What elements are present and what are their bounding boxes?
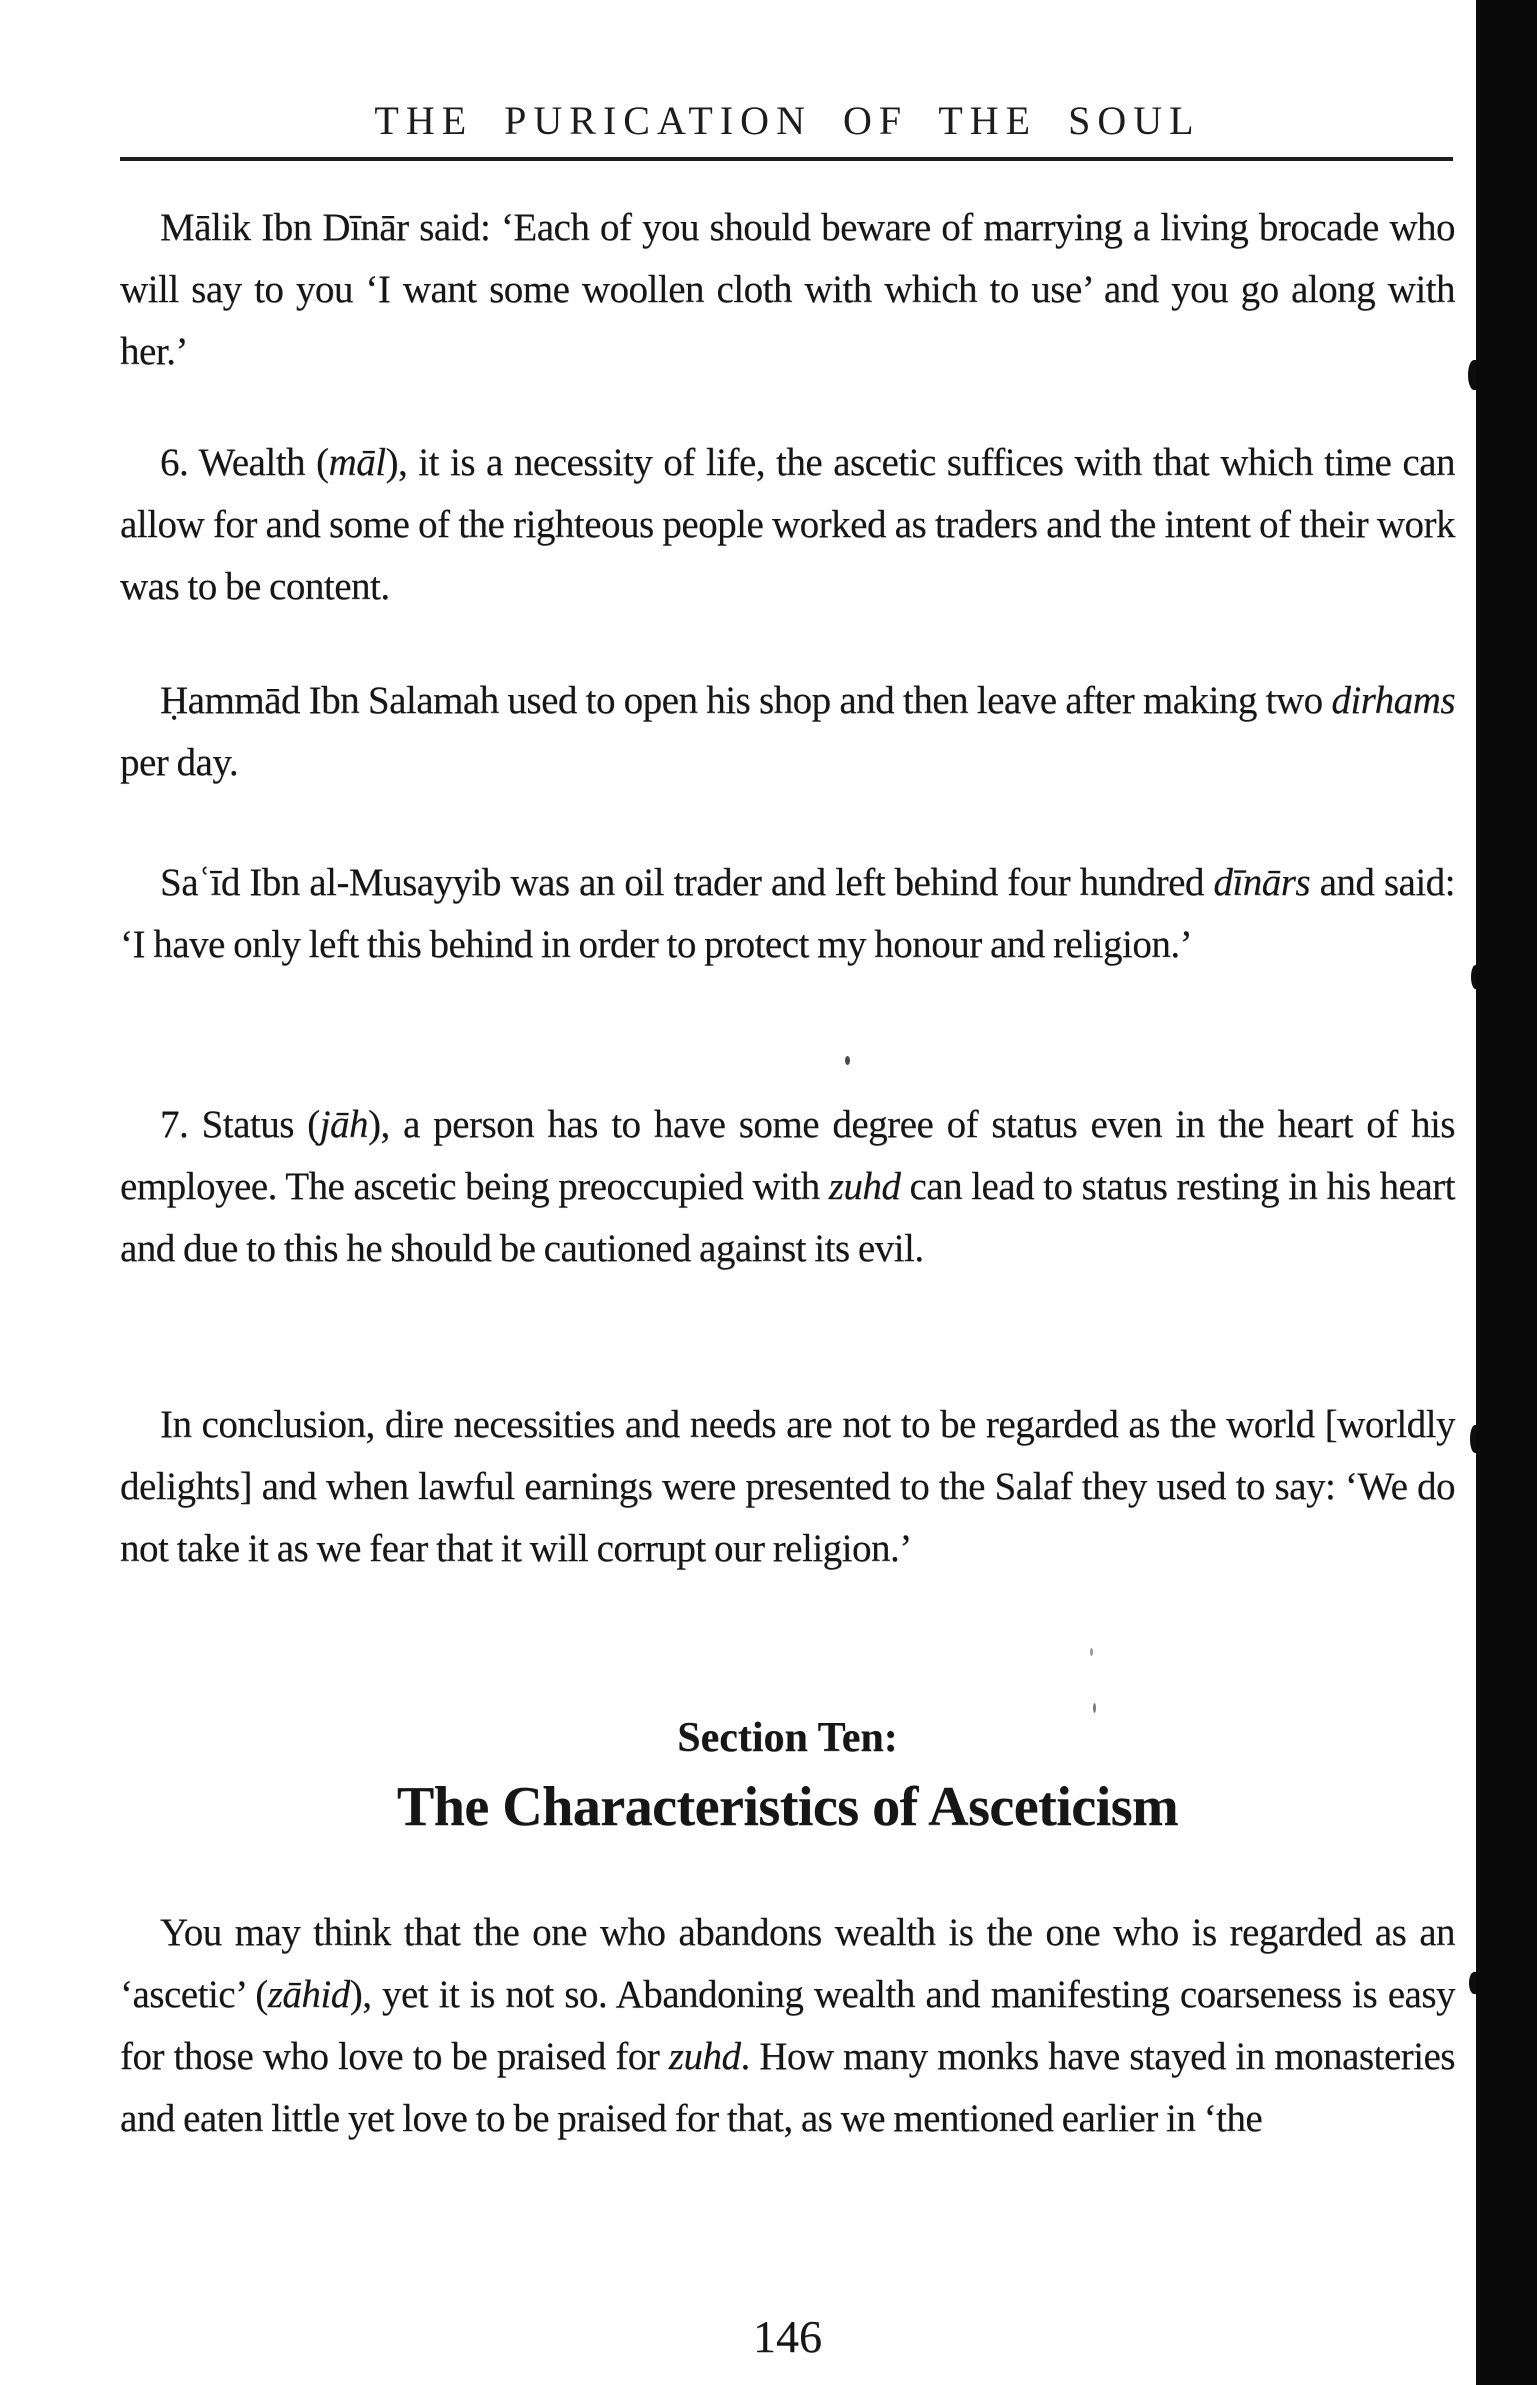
- paragraph-text: In conclusion, dire necessities and needs are not to be regarded as the world [worldly delights] and when lawful earnings were presented to the Salaf they used to say: ‘We do not take it as we fear that it will corrupt our religion.’: [120, 1403, 1455, 1570]
- paragraph-text: . How many monks have stayed in monasteries and eaten little yet love to be praised for that, as we mentioned earlier in ‘the: [120, 2035, 1455, 2140]
- section-title: The Characteristics of Asceticism: [396, 1776, 1179, 1838]
- paragraph-text: can lead to status resting in his heart and due to this he should be cautioned against its evil.: [120, 1165, 1455, 1270]
- paragraph-text: Mālik Ibn Dīnār said: ‘Each of you should beware of marrying a living brocade who will say to you ‘I want some woollen cloth with which to use’ and you go along with her.’: [120, 206, 1455, 373]
- paragraph-text: Saʿīd Ibn al-Musayyib was an oil trader and left behind four hundred: [160, 861, 1214, 904]
- paragraph-text: You may think that the one who abandons wealth is the one who is regarded as an ‘ascetic’ (: [120, 1911, 1455, 2016]
- paragraph-text: 7. Status (: [160, 1103, 320, 1146]
- scan-speck: [1093, 1703, 1096, 1713]
- italic-term: jāh: [319, 1103, 369, 1146]
- running-header: THE PURICATION OF THE SOUL: [374, 98, 1201, 143]
- paragraph-wealth: [120, 432, 1455, 618]
- page-number: 146: [753, 2311, 822, 2362]
- italic-term: zuhd: [828, 1165, 901, 1208]
- paragraph-text: ), a person has to have some degree of status even in the heart of his employee. The ascetic being preoccupied with: [120, 1103, 1455, 1208]
- paragraph-text: ), it is a necessity of life, the ascetic suffices with that which time can allow for and some of the righteous people worked as traders and the intent of their work was to be content.: [120, 441, 1455, 608]
- scan-speck: [845, 1056, 850, 1065]
- paragraph-text: per day.: [120, 741, 239, 784]
- italic-term: zāhid: [267, 1973, 350, 2016]
- header-rule: [120, 157, 1453, 161]
- paragraph-text: 6. Wealth (: [160, 441, 329, 484]
- italic-term: dirhams: [1331, 679, 1455, 722]
- paragraph-conclusion: [120, 1394, 1455, 1580]
- italic-term: dīnārs: [1213, 861, 1311, 904]
- italic-term: māl: [328, 441, 386, 484]
- section-kicker: Section Ten:: [677, 1715, 898, 1761]
- scan-speck: [1090, 1648, 1093, 1656]
- paragraph-status: [120, 1094, 1455, 1280]
- paragraph-said-ibn-al-musayyib: [120, 852, 1455, 976]
- paragraph-text: Ḥammād Ibn Salamah used to open his shop and then leave after making two: [160, 679, 1332, 722]
- italic-term: zuhd: [668, 2035, 741, 2078]
- paragraph-text: and said: ‘I have only left this behind in order to protect my honour and religion.’: [120, 861, 1456, 966]
- paragraph-hammad-ibn-salamah: [120, 670, 1455, 794]
- paragraph-malik-ibn-dinar: [120, 197, 1455, 383]
- paragraph-text: ), yet it is not so. Abandoning wealth and manifesting coarseness is easy for those who love to be praised for: [120, 1973, 1455, 2078]
- scan-edge-bar: [1476, 0, 1537, 2385]
- paragraph-you-may-think: [120, 1902, 1455, 2150]
